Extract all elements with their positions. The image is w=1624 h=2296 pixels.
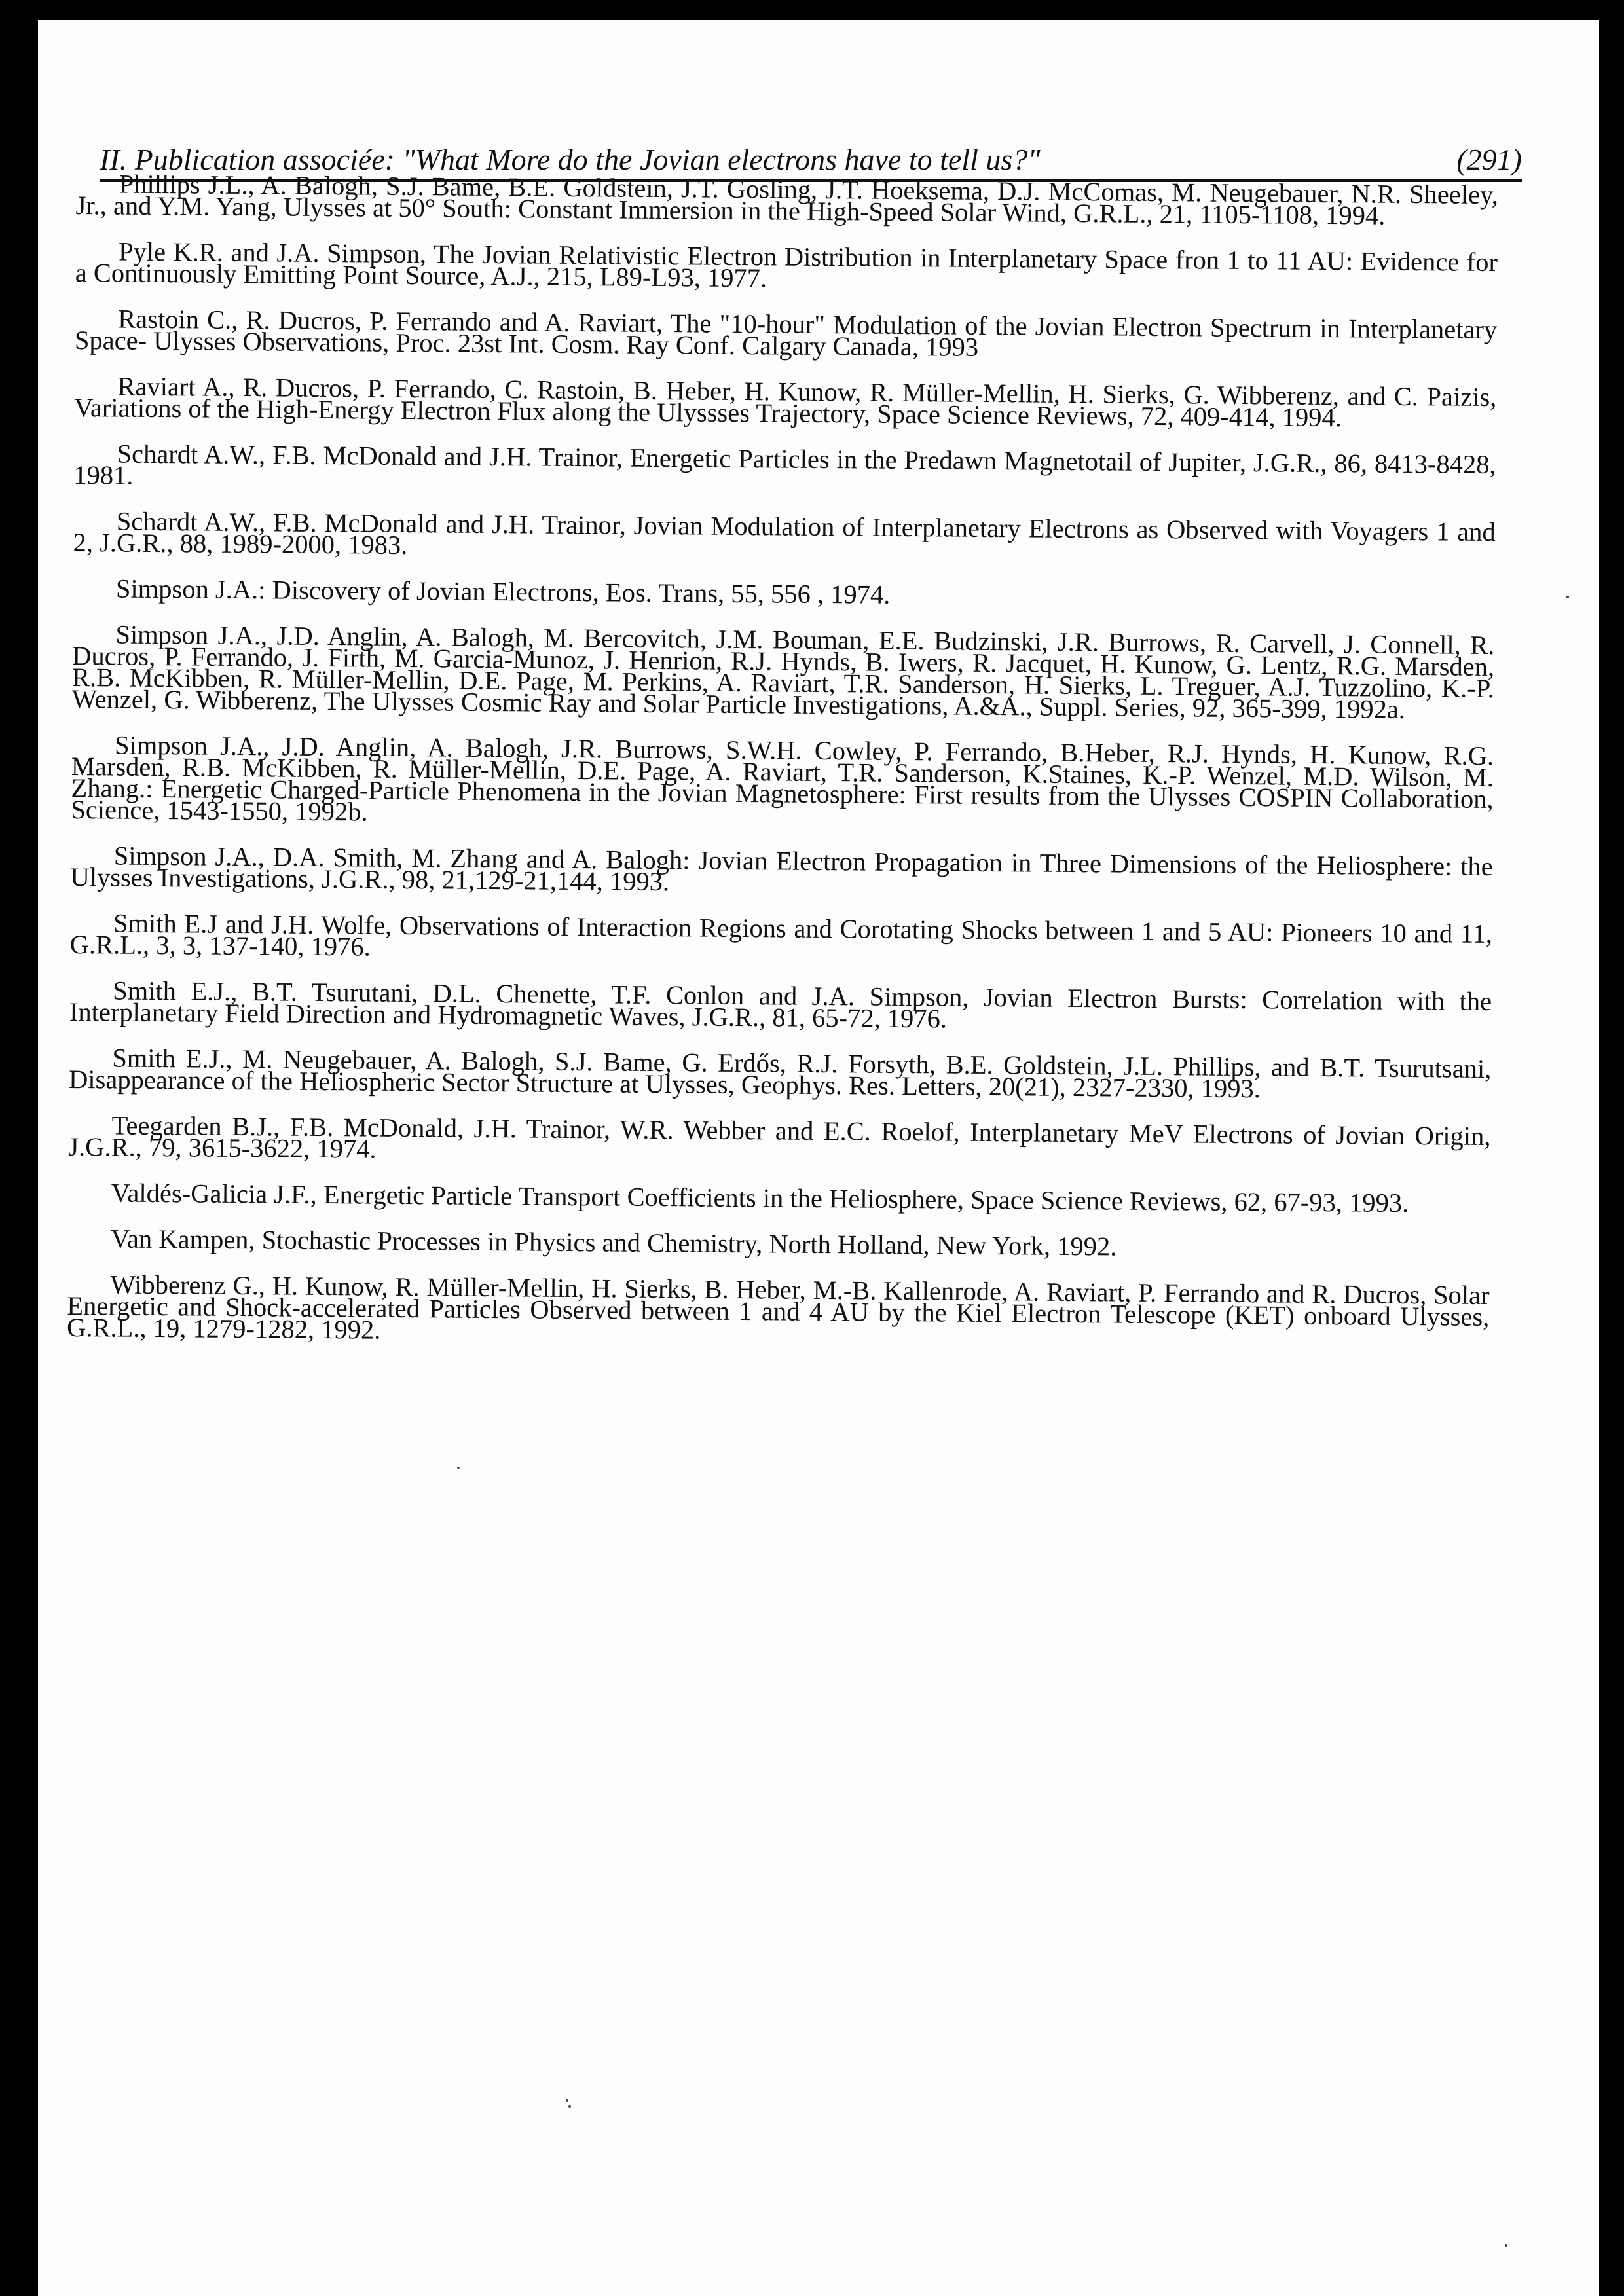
reference-entry: Wibberenz G., H. Kunow, R. Müller-Mellin, H. Sierks, B. Heber, M.-B. Kallenrode, A. Raviart, P. Ferrando and R. Ducros, Solar Energetic and Shock-accelerated Particles Observed between 1 and 4 AU by the Kiel Electron Telescope (KET) onboard Ulysses, G.R.L., 19, 1279-1282, 1992. <box>66 1269 1490 1345</box>
reference-entry: Simpson J.A., D.A. Smith, M. Zhang and A. Balogh: Jovian Electron Propagation in Three Dimensions of the Heliosphere: the Ulysses Investigations, J.G.R., 98, 21,129-21,144, 1993. <box>70 841 1493 897</box>
reference-entry: Simpson J.A., J.D. Anglin, A. Balogh, M. Bercovitch, J.M. Bouman, E.E. Budzinski, J.R. Burrows, R. Carvell, J. Connell, R. Ducros, P. Ferrando, J. Firth, M. Garcia-Munoz, J. Henrion, R.J. Hynds, B. Iwers, R. Jacquet, H. Kunow, G. Lentz, R.G. Marsden, R.B. McKibben, R. Müller-Mellin, D.E. Page, M. Perkins, A. Raviart, T.R. Sanderson, H. Sierks, L. Treguer, A.J. Tuzzolino, K.-P. Wenzel, G. Wibberenz, The Ulysses Cosmic Ray and Solar Particle Investigations, A.&A., Suppl. Series, 92, 365-399, 1992a. <box>71 619 1495 724</box>
speck <box>568 2105 571 2108</box>
reference-entry: Smith E.J., M. Neugebauer, A. Balogh, S.J. Bame, G. Erdős, R.J. Forsyth, B.E. Goldstein, J.L. Phillips, and B.T. Tsurutsani, Disappearance of the Heliospheric Sector Structure at Ulysses, Geophys. Res. Letters, 20(21), 2327-2330, 1993. <box>68 1043 1492 1104</box>
reference-entry: Rastoin C., R. Ducros, P. Ferrando and A. Raviart, The "10-hour" Modulation of the Jovian Electron Spectrum in Interplanetary Space- Ulysses Observations, Proc. 23st Int. Cosm. Ray Conf. Calgary Canada, 1993 <box>74 304 1498 362</box>
speck <box>1505 2244 1507 2247</box>
reference-entry: Simpson J.A.: Discovery of Jovian Electrons, Eos. Trans, 55, 556 , 1974. <box>115 574 891 610</box>
reference-entry: Smith E.J and J.H. Wolfe, Observations of Interaction Regions and Corotating Shocks between 1 and 5 AU: Pioneers 10 and 11, G.R.L., 3, 3, 137-140, 1976. <box>69 908 1493 962</box>
reference-entry: Simpson J.A., J.D. Anglin, A. Balogh, J.R. Burrows, S.W.H. Cowley, P. Ferrando, B.Heber, R.J. Hynds, H. Kunow, R.G. Marsden, R.B. McKibben, R. Müller-Mellin, D.E. Page, A. Raviart, T.R. Sanderson, K.Staines, K.-P. Wenzel, M.D. Wilson, M. Zhang.: Energetic Charged-Particle Phenomena in the Jovian Magnetosphere: First results from the Ulysses COSPIN Collaboration, Science, 1543-1550, 1992b. <box>71 730 1494 827</box>
reference-entry: Smith E.J., B.T. Tsurutani, D.L. Chenette, T.F. Conlon and J.A. Simpson, Jovian Electron Bursts: Correlation with the Interplanetary Field Direction and Hydromagnetic Waves, J.G.R., 81, 65-72, 1976. <box>69 975 1492 1034</box>
page-number: (291) <box>1456 143 1522 176</box>
reference-entry: Raviart A., R. Ducros, P. Ferrando, C. Rastoin, B. Heber, H. Kunow, R. Müller-Mellin, H. Sierks, G. Wibberenz, and C. Paizis, Variations of the High-Energy Electron Flux along the Ulyssses Trajectory, Space Science Reviews, 72, 409-414, 1994. <box>74 371 1497 433</box>
reference-list <box>66 169 1498 1374</box>
reference-entry: Pyle K.R. and J.A. Simpson, The Jovian Relativistic Electron Distribution in Interplanetary Space fron 1 to 11 AU: Evidence for a Continuously Emitting Point Source, A.J., 215, L89-L93, 1977. <box>75 236 1498 293</box>
reference-entry: Teegarden B.J., F.B. McDonald, J.H. Trainor, W.R. Webber and E.C. Roelof, Interplanetary MeV Electrons of Jovian Origin, J.G.R., 79, 3615-3622, 1974. <box>68 1110 1491 1164</box>
reference-entry: Schardt A.W., F.B. McDonald and J.H. Trainor, Jovian Modulation of Interplanetary Electrons as Observed with Voyagers 1 and 2, J.G.R., 88, 1989-2000, 1983. <box>73 506 1496 560</box>
header-title: II. Publication associée: "What More do the Jovian electrons have to tell us?" <box>100 143 1041 176</box>
speck <box>1566 596 1569 598</box>
reference-entry: Valdés-Galicia J.F., Energetic Particle Transport Coefficients in the Heliosphere, Space Science Reviews, 62, 67-93, 1993. <box>111 1178 1409 1218</box>
speck <box>457 1467 460 1469</box>
reference-entry: Phillips J.L., A. Balogh, S.J. Bame, B.E. Goldstein, J.T. Gosling, J.T. Hoeksema, D.J. McComas, M. Neugebauer, N.R. Sheeley, Jr., and Y.M. Yang, Ulysses at 50° South: Constant Immersion in the High-Speed Solar Wind, G.R.L., 21, 1105-1108, 1994. <box>75 169 1498 230</box>
reference-entry: Schardt A.W., F.B. McDonald and J.H. Trainor, Energetic Particles in the Predawn Magnetotail of Jupiter, J.G.R., 86, 8413-8428, 1981. <box>73 439 1496 490</box>
reference-entry: Van Kampen, Stochastic Processes in Physics and Chemistry, North Holland, New York, 1992. <box>111 1224 1117 1262</box>
speck <box>566 2099 568 2102</box>
